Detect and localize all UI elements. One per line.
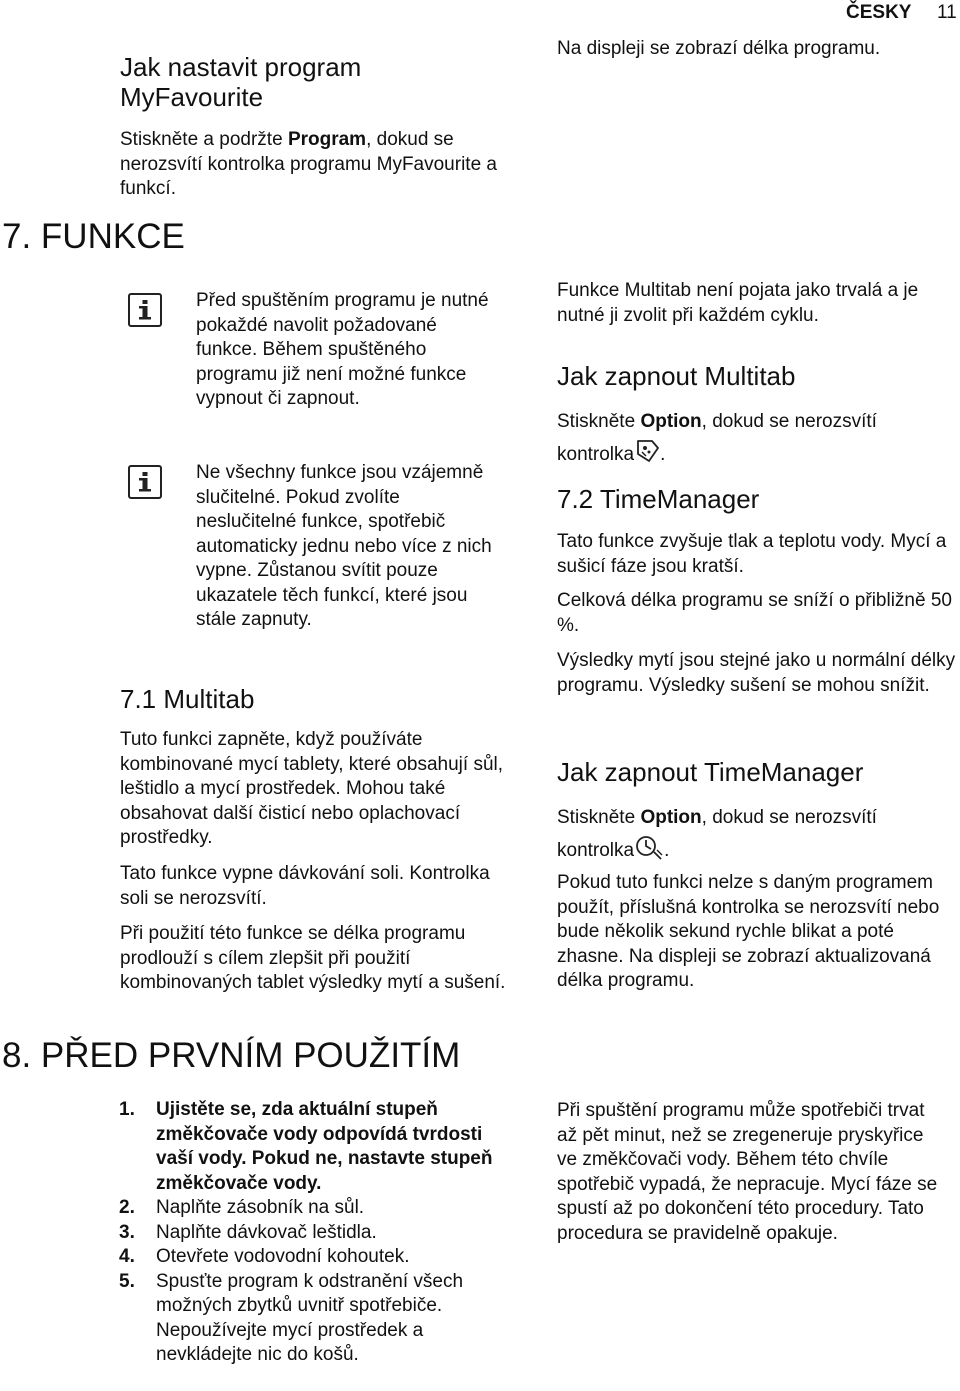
info-icon [128, 293, 162, 327]
regeneration-text: Při spuštění programu může spotřebiči trvat až pět minut, než se zregeneruje pryskyřice ve změkčovači vody. Během této chvíle spotřebič vypadá, že nepracuje. Mycí fáze se spustí až po dokončení této procedury. Tato procedura se pravidelně opakuje. [557, 1100, 938, 1244]
timemanager-how-text: Stiskněte Option, dokud se nerozsvítí kontrolka . Pokud tuto funkci nelze s daným programem použít, příslušná kontrolka se nerozsvítí nebo bude několik sekund rychle blikat a poté zhasne. Na displeji se zobrazí aktualizovaná délka programu. [557, 807, 940, 991]
multitab-heading: 7.1 Multitab [120, 684, 255, 714]
list-item: 3. Naplňte dávkovač leštidla. [119, 1221, 377, 1243]
multitab-note: Funkce Multitab není pojata jako trvalá a je nutné ji zvolit při každém cyklu. [557, 280, 919, 326]
list-item: 1. Ujistěte se, zda aktuální stupeň změkčovače vody odpovídá tvrdosti vaší vody. Pokud ne, nastavte stupeň změkčovače vody. [119, 1099, 493, 1194]
multitab-paragraph-2: Tato funkce vypne dávkování soli. Kontrolka soli se nerozsvítí. [120, 863, 490, 909]
list-item: 4. Otevřete vodovodní kohoutek. [119, 1246, 410, 1267]
timemanager-heading: 7.2 TimeManager [557, 484, 760, 514]
list-item: 5. Spusťte program k odstranění všech možných zbytků uvnitř spotřebiče. Nepoužívejte mycí prostředek a nevkládejte nic do košů. [119, 1270, 464, 1365]
timemanager-indicator-icon [634, 834, 664, 871]
section-8-title: 8. PŘED PRVNÍM POUŽITÍM [2, 1036, 461, 1075]
note-function-compatibility: Ne všechny funkce jsou vzájemně slučitelné. Pokud zvolíte neslučitelné funkce, spotřebič automaticky jednu nebo více z nich vypne. Zůstanou svítit pouze ukazatele těch funkcí, které jsou stále zapnuty. [196, 462, 492, 630]
timemanager-paragraph-1: Tato funkce zvyšuje tlak a teplotu vody. Mycí a sušicí fáze jsou kratší. [557, 531, 947, 577]
multitab-how-heading: Jak zapnout Multitab [557, 361, 796, 391]
timemanager-how-heading: Jak zapnout TimeManager [557, 757, 864, 787]
timemanager-paragraph-2: Celková délka programu se sníží o přibližně 50 %. [557, 590, 952, 636]
info-icon [128, 465, 162, 499]
list-item: 2. Naplňte zásobník na sůl. [119, 1197, 365, 1218]
myfavourite-heading: Jak nastavit program MyFavourite [120, 52, 362, 112]
timemanager-paragraph-3: Výsledky mytí jsou stejné jako u normální délky programu. Výsledky sušení se mohou snížit. [557, 650, 956, 696]
note-functions-selection: Před spuštěním programu je nutné pokaždé navolit požadované funkce. Během spuštěného programu již není možné funkce vypnout či zapnout. [196, 290, 489, 409]
multitab-paragraph-3: Při použití této funkce se délka programu prodlouží s cílem zlepšit při použití kombinovaných tablet výsledky mytí a sušení. [120, 923, 506, 993]
header-language: ČESKY [846, 2, 912, 23]
first-use-steps [119, 1098, 499, 1368]
section-7-title: 7. FUNKCE [2, 217, 185, 256]
myfavourite-text: Stiskněte a podržte Program, dokud se nerozsvítí kontrolka programu MyFavourite a funkcí. [120, 129, 497, 199]
display-length-text: Na displeji se zobrazí délka programu. [557, 38, 881, 59]
multitab-indicator-icon [634, 438, 660, 475]
page-number: 11 [937, 2, 957, 23]
multitab-how-text: Stiskněte Option, dokud se nerozsvítí kontrolka . [557, 405, 957, 475]
multitab-paragraph-1: Tuto funkci zapněte, když používáte kombinované mycí tablety, které obsahují sůl, leštidlo a mycí prostředek. Mohou také obsahovat další čisticí nebo oplachovací prostředky. [120, 729, 504, 848]
